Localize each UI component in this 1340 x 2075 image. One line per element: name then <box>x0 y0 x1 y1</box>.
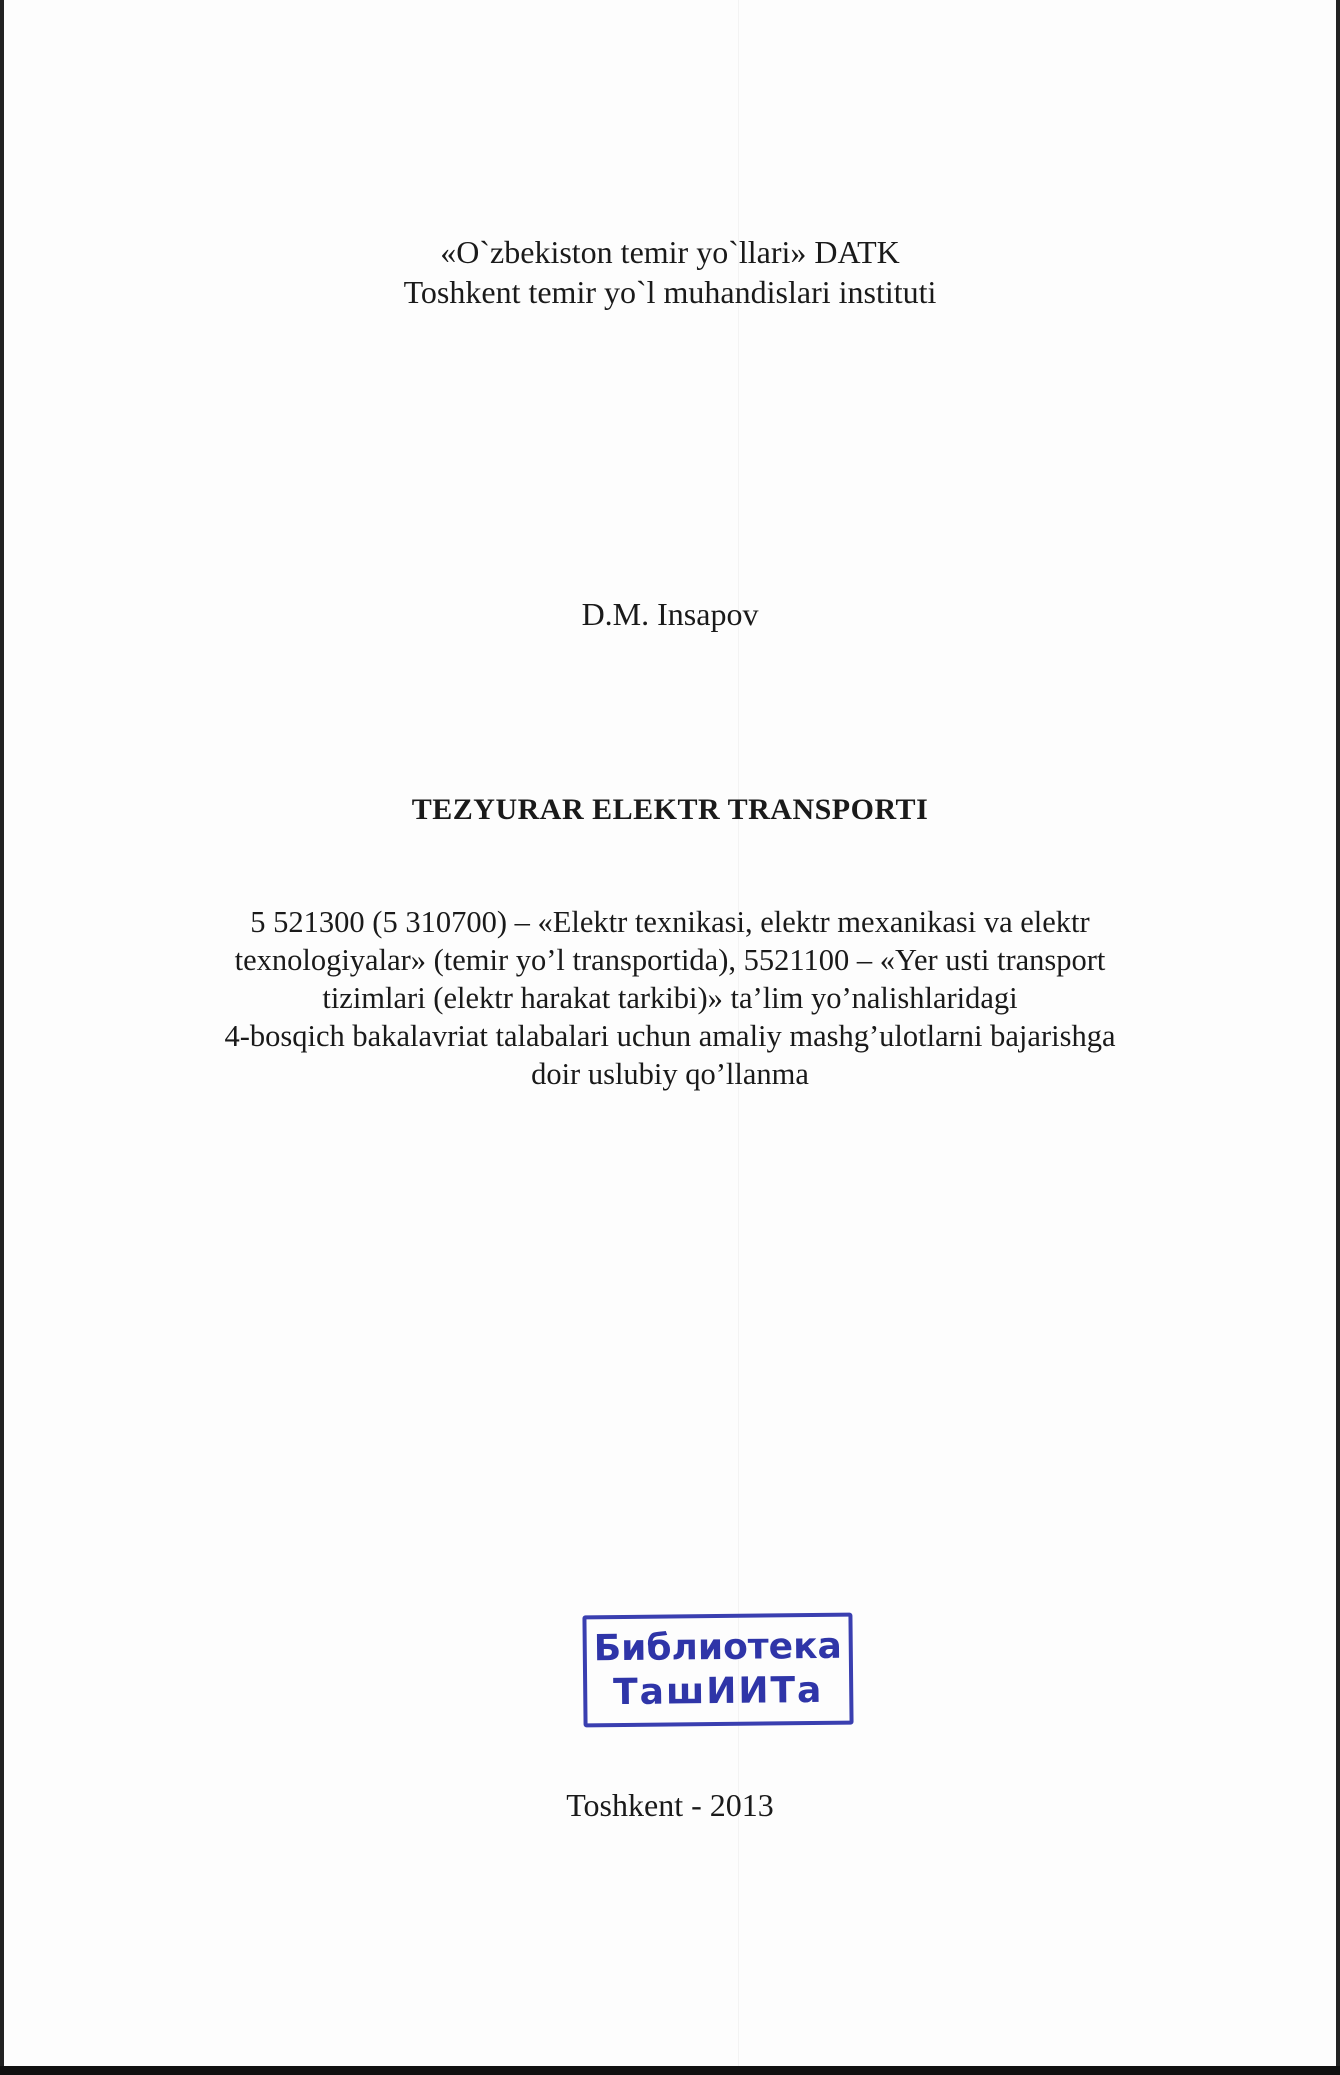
document-title: TEZYURAR ELEKTR TRANSPORTI <box>411 793 929 826</box>
library-stamp <box>582 1613 853 1728</box>
description-line: texnologiyalar» (temir yo’l transportida), 5521100 – «Yer usti transport <box>234 943 1106 977</box>
institute-name: Toshkent temir yo`l muhandislari instituti <box>403 274 937 310</box>
author-name: D.M. Insapov <box>581 596 759 632</box>
document-description <box>0 903 1340 1093</box>
publication-place-year: Toshkent - 2013 <box>566 1787 774 1823</box>
description-line: doir uslubiy qo’llanma <box>531 1057 809 1091</box>
description-line: 5 521300 (5 310700) – «Elektr texnikasi, elektr mexanikasi va elektr <box>250 905 1090 939</box>
scan-edge-bottom <box>0 2066 1340 2075</box>
stamp-line-library: Библиотека <box>593 1625 843 1670</box>
institution-header <box>0 232 1340 312</box>
description-line: 4-bosqich bakalavriat talabalari uchun amaliy mashg’ulotlarni bajarishga <box>224 1019 1116 1053</box>
stamp-line-institute: ТашИИТа <box>612 1669 824 1714</box>
organization-name: «O`zbekiston temir yo`llari» DATK <box>440 234 900 270</box>
description-line: tizimlari (elektr harakat tarkibi)» ta’lim yo’nalishlaridagi <box>322 981 1018 1015</box>
